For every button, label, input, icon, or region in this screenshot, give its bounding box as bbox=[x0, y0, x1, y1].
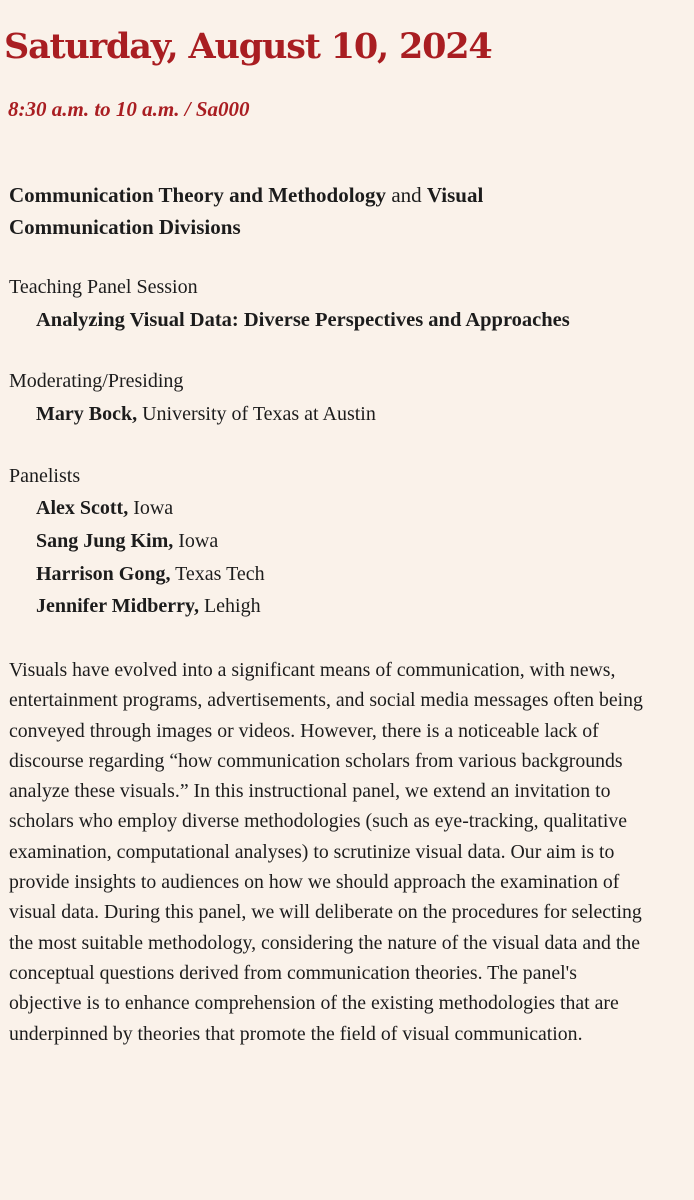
moderator-entry bbox=[36, 403, 376, 426]
session-description: Visuals have evolved into a significant means of communication, with news, entertainment programs, advertisements, and social media messages often being conveyed through images or videos. However, there is a noticeable lack of discourse regarding “how communication scholars from various backgrounds analyze these visuals.” In this instructional panel, we extend an invitation to scholars who employ diverse methodologies (such as eye-tracking, qualitative examination, computational analyses) to scrutinize visual data. Our aim is to provide insights to audiences on how we should approach the examination of visual data. During this panel, we will deliberate on the procedures for selecting the most suitable methodology, considering the nature of the visual data and the conceptual questions derived from communication theories. The panel's objective is to enhance comprehension of the existing methodologies that are underpinned by theories that promote the field of visual communication. bbox=[9, 659, 643, 1045]
divisions-heading bbox=[9, 179, 609, 243]
session-type-label: Teaching Panel Session bbox=[9, 276, 198, 298]
session-title: Analyzing Visual Data: Diverse Perspectives and Approaches bbox=[36, 309, 570, 331]
division-visual: Visual Communication Divisions bbox=[9, 183, 484, 239]
division-connector: and bbox=[386, 183, 427, 207]
panelists-label: Panelists bbox=[9, 465, 81, 487]
panelist-affiliation: Iowa bbox=[128, 497, 174, 519]
panelist-entry bbox=[36, 563, 265, 586]
moderator-label: Moderating/Presiding bbox=[9, 370, 184, 392]
panelist-name: Jennifer Midberry, bbox=[36, 595, 199, 617]
moderator-affiliation: University of Texas at Austin bbox=[137, 403, 376, 425]
moderator-name: Mary Bock, bbox=[36, 403, 138, 425]
panelist-affiliation: Lehigh bbox=[198, 595, 261, 617]
panelist-affiliation: Texas Tech bbox=[170, 563, 265, 585]
date-heading: Saturday, August 10, 2024 bbox=[4, 26, 492, 67]
panelist-affiliation: Iowa bbox=[173, 530, 219, 552]
panelist-name: Harrison Gong, bbox=[36, 563, 171, 585]
panelist-entry bbox=[36, 595, 261, 618]
division-ctm: Communication Theory and Methodology bbox=[9, 183, 387, 207]
time-room-line: 8:30 a.m. to 10 a.m. / Sa000 bbox=[8, 97, 250, 121]
panelist-entry bbox=[36, 530, 218, 553]
panelist-entry bbox=[36, 497, 173, 520]
panelist-name: Sang Jung Kim, bbox=[36, 530, 174, 552]
panelist-name: Alex Scott, bbox=[36, 497, 129, 519]
